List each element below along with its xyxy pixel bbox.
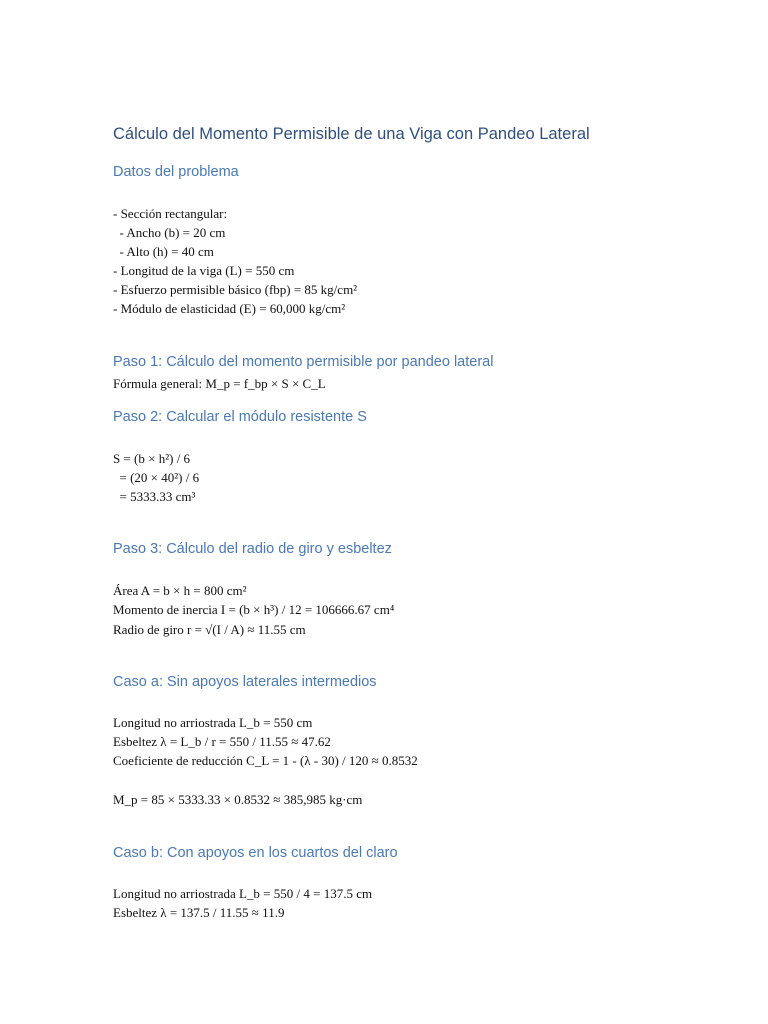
casob-line-1: Longitud no arriostrada L_b = 550 / 4 = 137.5 cm — [113, 886, 373, 901]
heading-caso-a: Caso a: Sin apoyos laterales intermedios — [113, 674, 377, 690]
paso2-line-2: = (20 × 40²) / 6 — [113, 470, 200, 485]
heading-paso-1: Paso 1: Cálculo del momento permisible por pandeo lateral — [113, 354, 494, 370]
heading-caso-b: Caso b: Con apoyos en los cuartos del claro — [113, 845, 398, 861]
casoa-line-4: M_p = 85 × 5333.33 × 0.8532 ≈ 385,985 kg·cm — [113, 792, 363, 807]
paso2-line-3: = 5333.33 cm³ — [113, 489, 196, 504]
datos-line-3: - Alto (h) = 40 cm — [113, 244, 214, 259]
paso1-line-1: Fórmula general: M_p = f_bp × S × C_L — [113, 376, 326, 391]
heading-paso-3: Paso 3: Cálculo del radio de giro y esbeltez — [113, 541, 392, 557]
casoa-line-1: Longitud no arriostrada L_b = 550 cm — [113, 715, 313, 730]
casoa-line-3: Coeficiente de reducción C_L = 1 - (λ - 30) / 120 ≈ 0.8532 — [113, 753, 418, 768]
datos-line-1: - Sección rectangular: — [113, 206, 228, 221]
document-title: Cálculo del Momento Permisible de una Viga con Pandeo Lateral — [113, 125, 590, 143]
datos-line-4: - Longitud de la viga (L) = 550 cm — [113, 263, 295, 278]
paso3-line-2: Momento de inercia I = (b × h³) / 12 = 106666.67 cm⁴ — [113, 602, 395, 617]
paso3-line-3: Radio de giro r = √(I / A) ≈ 11.55 cm — [113, 622, 306, 637]
heading-paso-2: Paso 2: Calcular el módulo resistente S — [113, 409, 367, 425]
paso3-line-1: Área A = b × h = 800 cm² — [113, 583, 247, 598]
casoa-line-2: Esbeltez λ = L_b / r = 550 / 11.55 ≈ 47.62 — [113, 734, 331, 749]
casob-line-2: Esbeltez λ = 137.5 / 11.55 ≈ 11.9 — [113, 905, 285, 920]
datos-line-6: - Módulo de elasticidad (E) = 60,000 kg/cm² — [113, 301, 346, 316]
datos-line-2: - Ancho (b) = 20 cm — [113, 225, 226, 240]
heading-datos: Datos del problema — [113, 164, 239, 180]
paso2-line-1: S = (b × h²) / 6 — [113, 451, 191, 466]
datos-line-5: - Esfuerzo permisible básico (fbp) = 85 kg/cm² — [113, 282, 358, 297]
